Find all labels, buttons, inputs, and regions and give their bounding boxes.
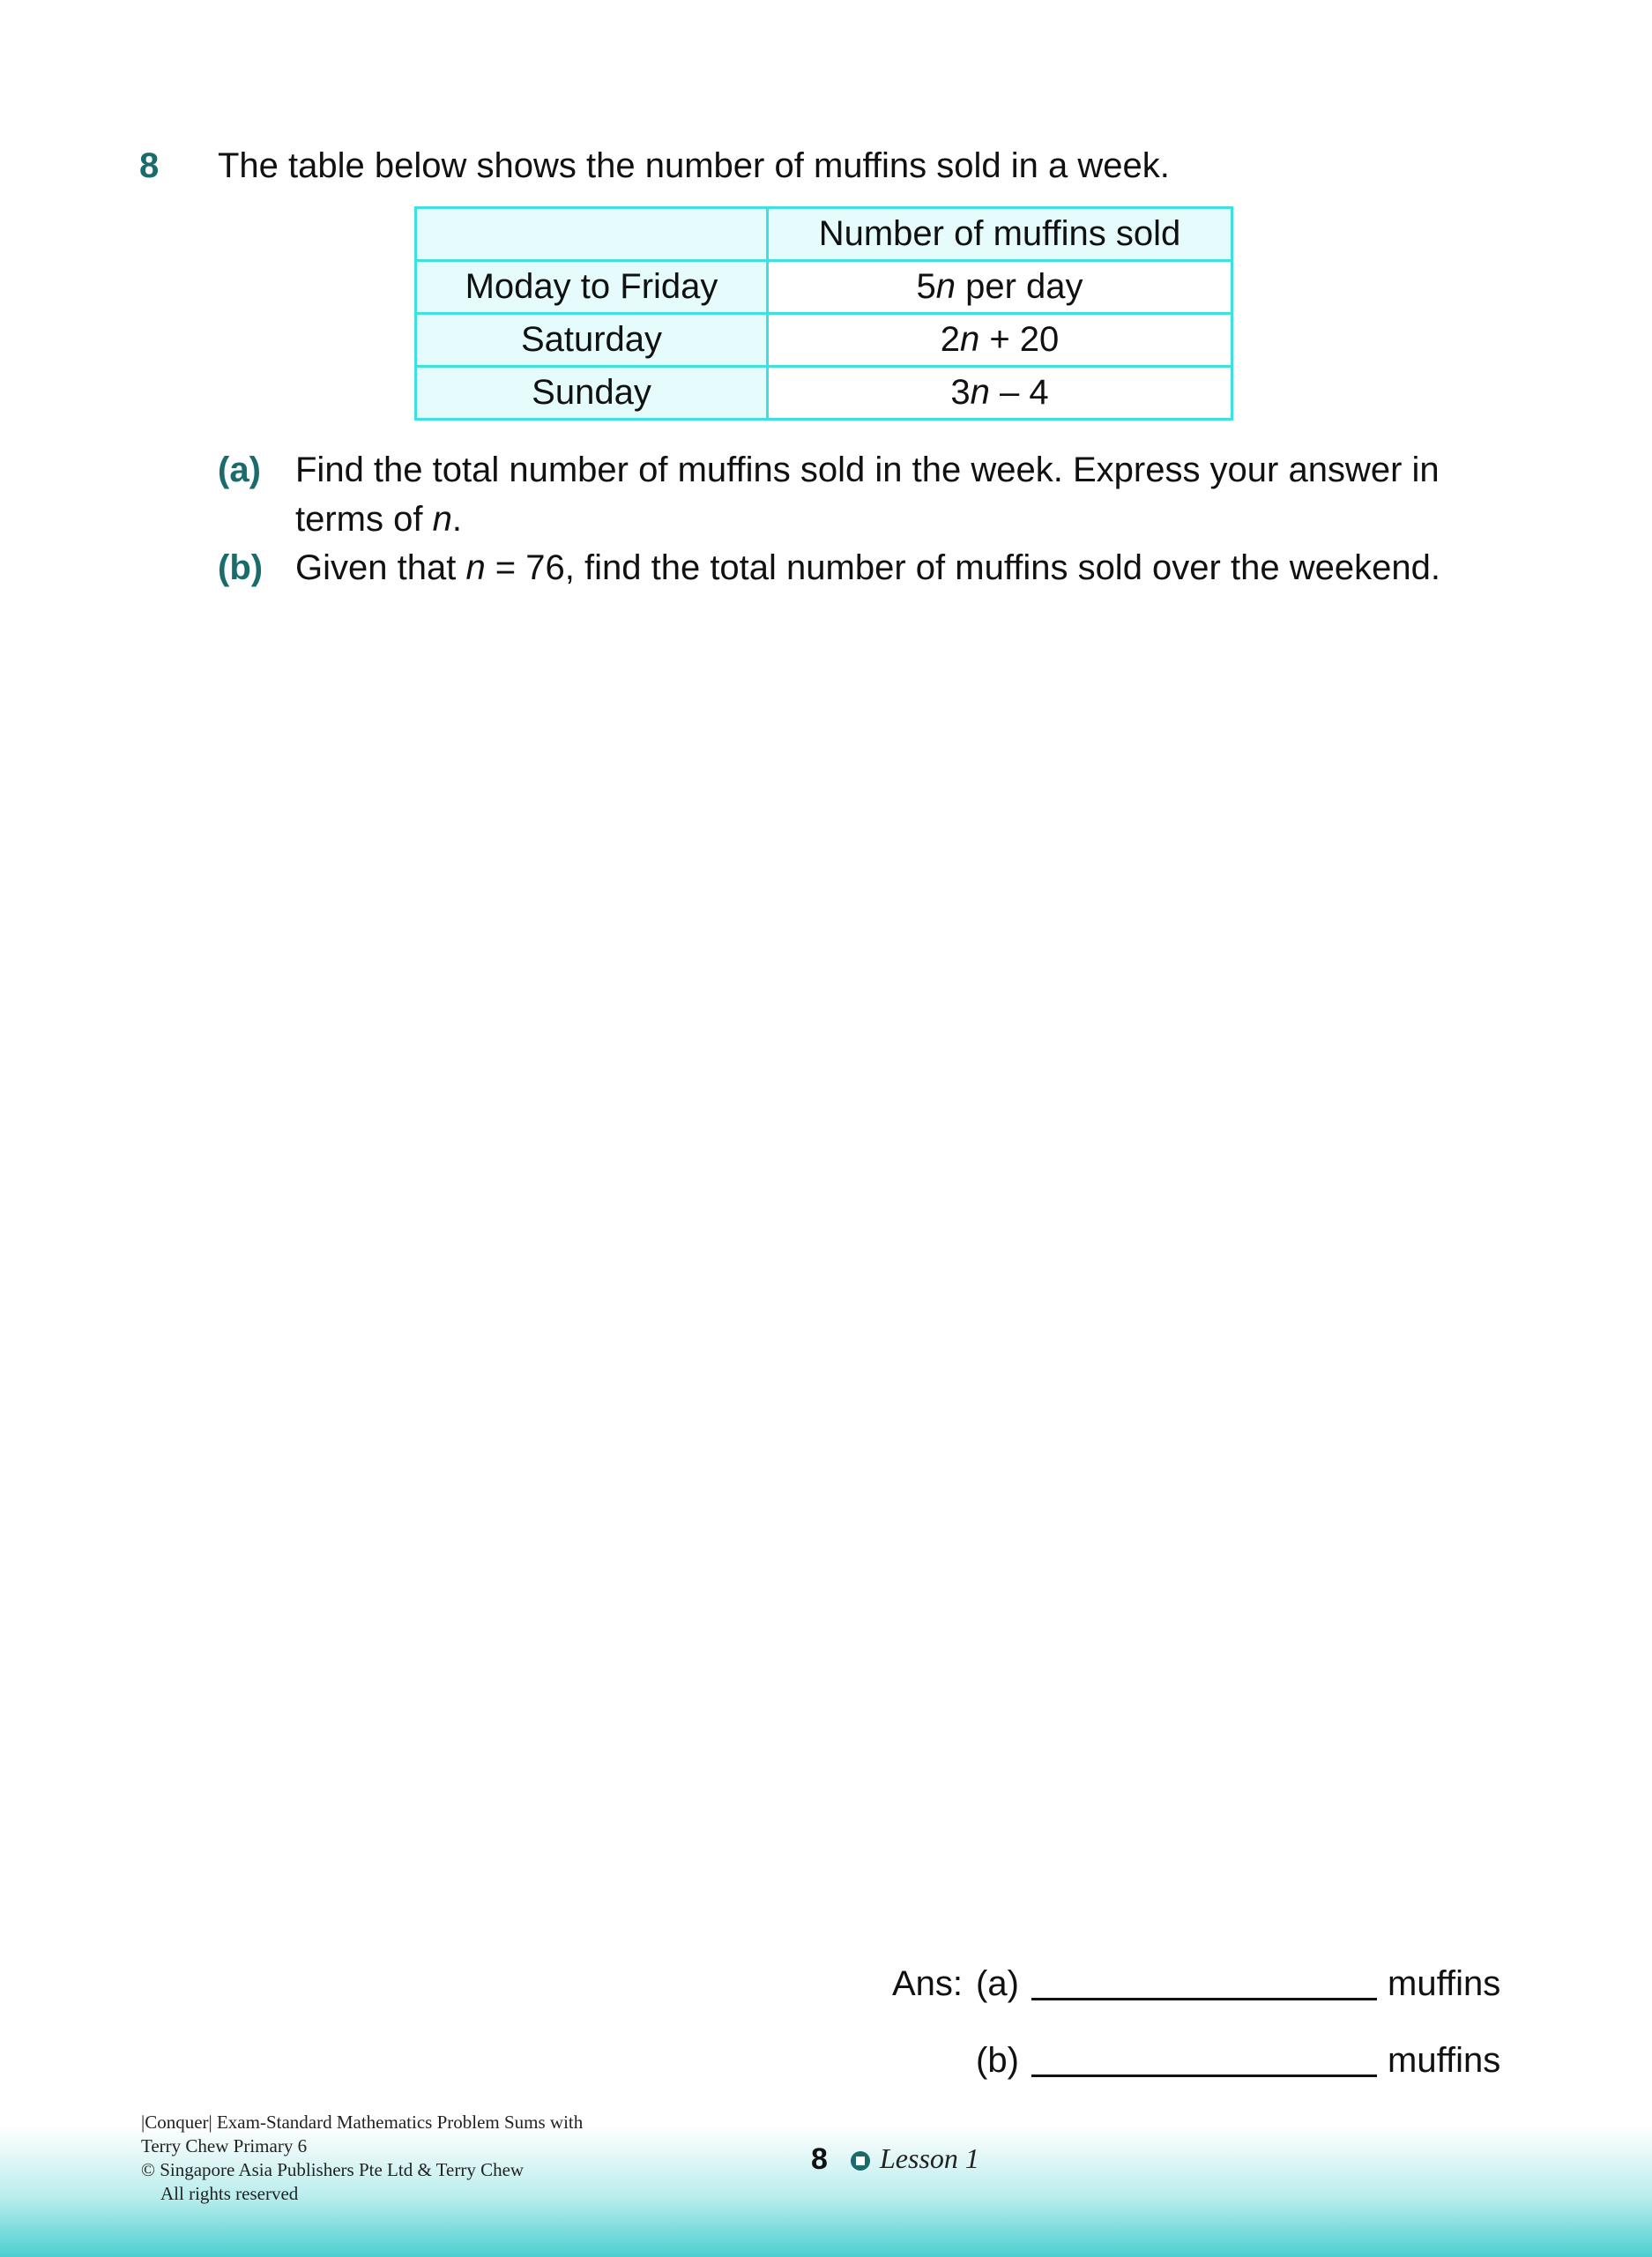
table-cell-count: [768, 314, 1232, 367]
table-header-muffins: Number of muffins sold: [768, 208, 1232, 261]
table-cell-day: Moday to Friday: [416, 261, 768, 314]
lesson-title: Lesson 1: [880, 2142, 979, 2174]
question-number: 8: [139, 146, 160, 185]
table-cell-count: [768, 261, 1232, 314]
answer-b-line: [1031, 2075, 1377, 2077]
part-a-text: [295, 445, 1547, 544]
footer-credits: [141, 2111, 583, 2206]
part-a-label: (a): [218, 451, 261, 489]
text: Given that: [295, 548, 466, 587]
variable: n: [935, 267, 956, 306]
table-cell-day: Sunday: [416, 367, 768, 420]
expr-rest: + 20: [979, 320, 1060, 359]
variable: n: [970, 373, 990, 412]
table-header-empty: [416, 208, 768, 261]
table-cell-day: Saturday: [416, 314, 768, 367]
part-b-label: (b): [218, 548, 264, 587]
text: .: [451, 500, 462, 539]
answer-a-blank[interactable]: [1031, 1998, 1377, 2005]
answer-b-blank[interactable]: [1031, 2075, 1377, 2082]
coef: 5: [916, 267, 936, 306]
table-header-row: [416, 208, 1232, 261]
part-b-text: [295, 543, 1547, 592]
variable: n: [465, 548, 486, 587]
table-row: [416, 367, 1232, 420]
page-number: 8: [811, 2142, 828, 2176]
answer-a-label: (a): [976, 1964, 1019, 2003]
part-a-line1: Find the total number of muffins sold in the week. Express your answer in: [295, 451, 1440, 489]
table-row: [416, 314, 1232, 367]
answer-b-label: (b): [976, 2041, 1019, 2080]
variable: n: [959, 320, 980, 359]
answer-prefix: Ans:: [892, 1964, 964, 2003]
question-stem: The table below shows the number of muffins sold in a week.: [218, 146, 1170, 185]
answer-b-unit: muffins: [1388, 2041, 1501, 2080]
answer-a-unit: muffins: [1388, 1964, 1501, 2003]
text: terms of: [295, 500, 433, 539]
answer-a-line: [1031, 1998, 1377, 2000]
text: = 76, find the total number of muffins sold over the weekend.: [485, 548, 1440, 587]
credit-line: |Conquer| Exam-Standard Mathematics Problem Sums with: [141, 2112, 584, 2133]
expr-rest: per day: [955, 267, 1083, 306]
table-row: [416, 261, 1232, 314]
expr-rest: – 4: [989, 373, 1049, 412]
table-cell-count: [768, 367, 1232, 420]
coef: 2: [940, 320, 960, 359]
part-a-line2: [295, 495, 1547, 544]
muffins-table: [414, 206, 1233, 421]
credit-line: © Singapore Asia Publishers Pte Ltd & Terry Chew: [141, 2159, 525, 2180]
credit-line: All rights reserved: [160, 2183, 299, 2204]
coef: 3: [950, 373, 971, 412]
lesson-bullet-icon: [851, 2151, 870, 2171]
variable: n: [432, 500, 452, 539]
credit-line: Terry Chew Primary 6: [141, 2135, 308, 2156]
